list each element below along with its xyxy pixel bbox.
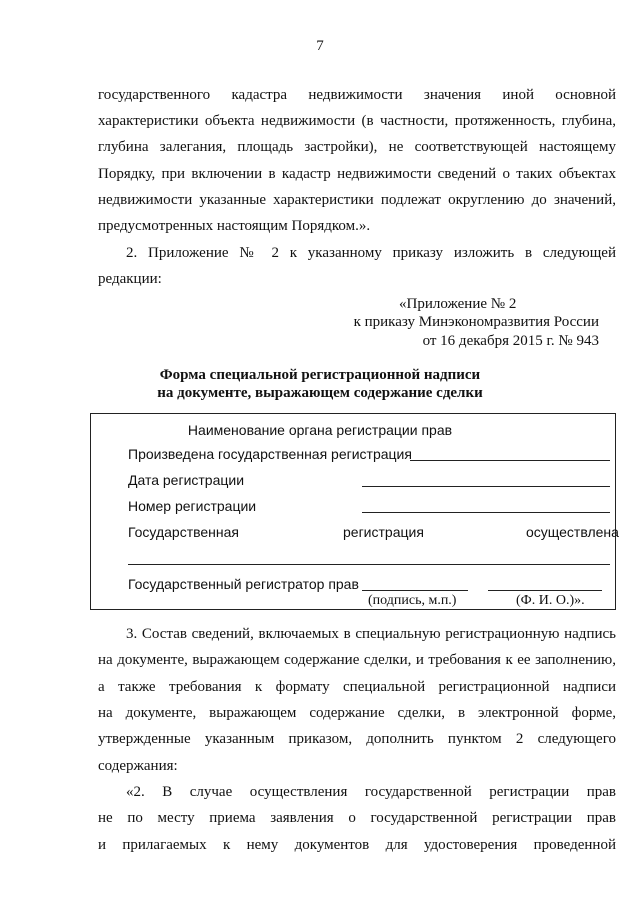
form-reg-date-line bbox=[362, 486, 610, 487]
para1-line-2: характеристики объекта недвижимости (в частности, протяженность, глубина, bbox=[98, 113, 616, 129]
para3-line-4: на документе, выражающем содержание сделки, в электронной форме, bbox=[98, 705, 616, 721]
form-title-line-1: Форма специальной регистрационной надписи bbox=[159, 367, 481, 383]
form-signature-line bbox=[362, 590, 468, 591]
form-produced-line bbox=[410, 460, 610, 461]
form-state-reg-line bbox=[128, 564, 610, 565]
form-state-reg-word-3: осуществлена bbox=[526, 524, 619, 540]
para3-line-6: содержания: bbox=[98, 758, 178, 774]
appendix-header-line-3: от 16 декабря 2015 г. № 943 bbox=[422, 333, 599, 349]
para1-line-4: Порядку, при включении в кадастр недвижимости сведений о таких объектах bbox=[98, 166, 616, 182]
para1-line-3: глубина залегания, площадь застройки), не соответствующей настоящему bbox=[98, 139, 616, 155]
para3-line-1: 3. Состав сведений, включаемых в специальную регистрационную надпись bbox=[126, 626, 616, 642]
appendix-header-line-2: к приказу Минэкономразвития России bbox=[353, 314, 599, 330]
form-title-line-2: на документе, выражающем содержание сделки bbox=[157, 385, 483, 401]
form-fio-caption: (Ф. И. О.)». bbox=[516, 593, 585, 608]
form-state-reg-word-2: регистрация bbox=[343, 524, 424, 540]
form-authority-label: Наименование органа регистрации прав bbox=[187, 422, 453, 438]
appendix-header-label: «Приложение № 2 bbox=[399, 296, 517, 312]
para1-line-1: государственного кадастра недвижимости значения иной основной bbox=[98, 87, 616, 103]
form-state-reg-word-1: Государственная bbox=[128, 524, 240, 540]
para1-line-6: предусмотренных настоящим Порядком.». bbox=[98, 218, 371, 234]
form-reg-date-label: Дата регистрации bbox=[128, 472, 245, 488]
para4-line-1: «2. В случае осуществления государственной регистрации прав bbox=[126, 784, 616, 800]
form-reg-number-line bbox=[362, 512, 610, 513]
form-reg-number-label: Номер регистрации bbox=[128, 498, 257, 514]
para3-line-5: утвержденные указанным приказом, дополнить пунктом 2 следующего bbox=[98, 731, 616, 747]
para3-line-2: на документе, выражающем содержание сделки, и требования к ее заполнению, bbox=[98, 652, 616, 668]
para3-line-3: а также требования к формату специальной регистрационной надписи bbox=[98, 679, 616, 695]
form-registrar-label: Государственный регистратор прав bbox=[128, 576, 359, 592]
para4-line-2: не по месту приема заявления о государственной регистрации прав bbox=[98, 810, 616, 826]
para1-line-5: недвижимости указанные характеристики подлежат округлению до значений, bbox=[98, 192, 616, 208]
form-produced-label: Произведена государственная регистрация bbox=[128, 446, 412, 462]
appendix-header-line-1 bbox=[399, 296, 599, 313]
form-sign-caption: (подпись, м.п.) bbox=[368, 593, 457, 608]
page-number: 7 bbox=[316, 38, 324, 54]
para4-line-3: и прилагаемых к нему документов для удостоверения проведенной bbox=[98, 837, 616, 853]
para2-line-2: редакции: bbox=[98, 271, 162, 287]
form-fio-line bbox=[488, 590, 602, 591]
para2-line-1: 2. Приложение № 2 к указанному приказу изложить в следующей bbox=[126, 245, 616, 261]
